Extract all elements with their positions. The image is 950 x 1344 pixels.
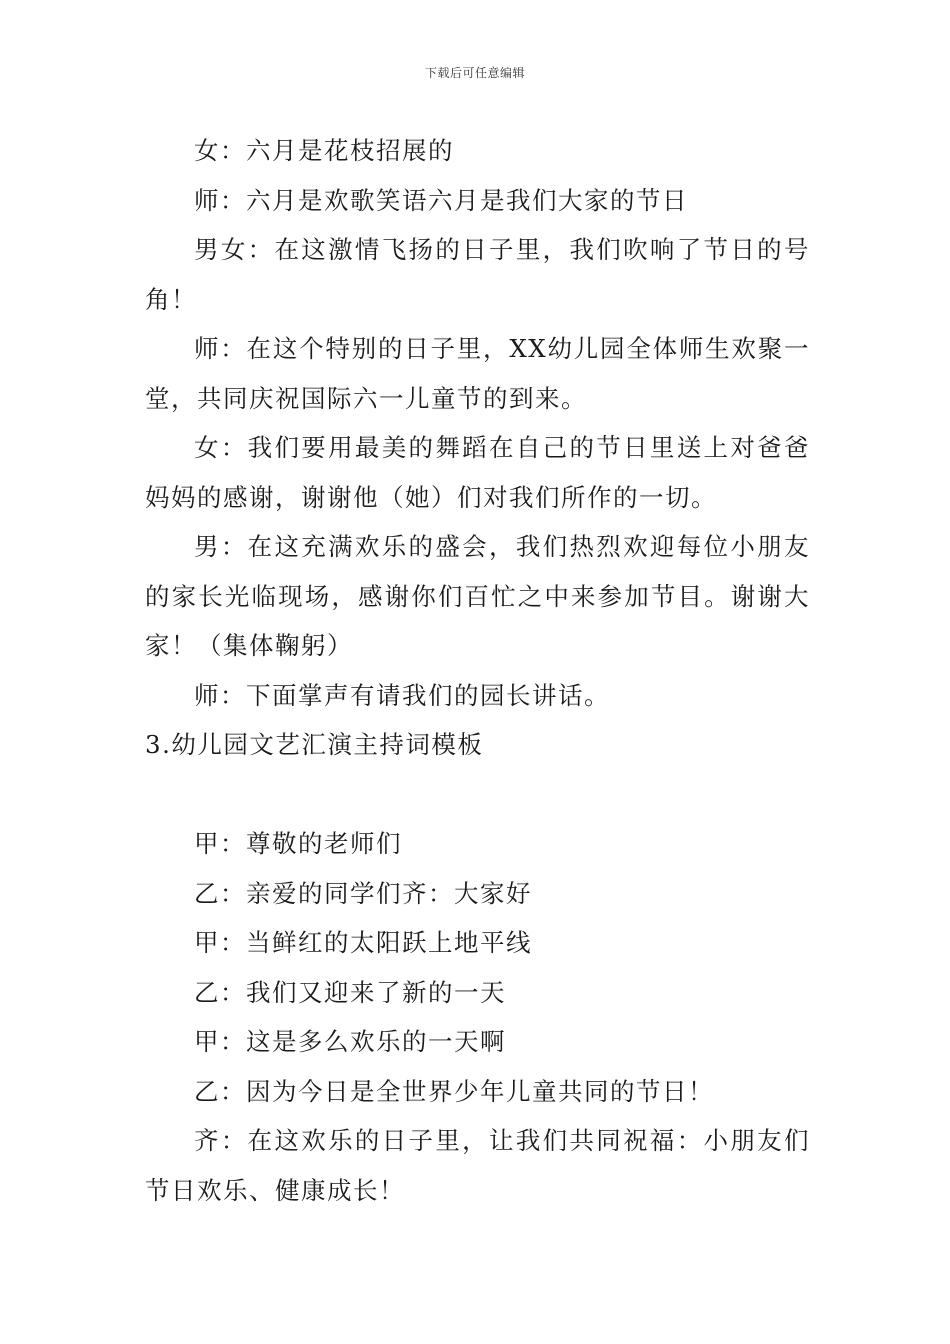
paragraph: 乙：因为今日是全世界少年儿童共同的节日！ xyxy=(194,1076,714,1106)
paragraph: 师：六月是欢歌笑语六月是我们大家的节日 xyxy=(194,185,688,215)
section-title: 3.幼儿园文艺汇演主持词模板 xyxy=(145,730,484,759)
paragraph: 师：在这个特别的日子里，XX幼儿园全体师生欢聚一堂，共同庆祝国际六一儿童节的到来。 xyxy=(145,334,810,413)
paragraph: 乙：亲爱的同学们齐：大家好 xyxy=(194,878,532,908)
paragraph: 男女：在这激情飞扬的日子里，我们吹响了节日的号角！ xyxy=(145,235,810,314)
paragraph: 甲：尊敬的老师们 xyxy=(194,829,402,858)
paragraph: 师：下面掌声有请我们的园长讲话。 xyxy=(194,680,610,710)
paragraph: 女：我们要用最美的舞蹈在自己的节日里送上对爸爸妈妈的感谢，谢谢他（她）们对我们所作的一切。 xyxy=(145,433,810,512)
paragraph: 女：六月是花枝招展的 xyxy=(194,136,454,165)
paragraph: 甲：当鲜红的太阳跃上地平线 xyxy=(194,928,532,957)
paragraph: 甲：这是多么欢乐的一天啊 xyxy=(194,1027,506,1056)
paragraph: 乙：我们又迎来了新的一天 xyxy=(194,977,506,1007)
blank-line xyxy=(145,770,810,820)
paragraph: 男：在这充满欢乐的盛会，我们热烈欢迎每位小朋友的家长光临现场，感谢你们百忙之中来参加节目。谢谢大家！（集体鞠躬） xyxy=(145,532,810,660)
document-body xyxy=(145,126,810,1215)
paragraph: 齐：在这欢乐的日子里，让我们共同祝福：小朋友们节日欢乐、健康成长！ xyxy=(145,1126,810,1205)
page-header: 下载后可任意编辑 xyxy=(424,66,525,80)
